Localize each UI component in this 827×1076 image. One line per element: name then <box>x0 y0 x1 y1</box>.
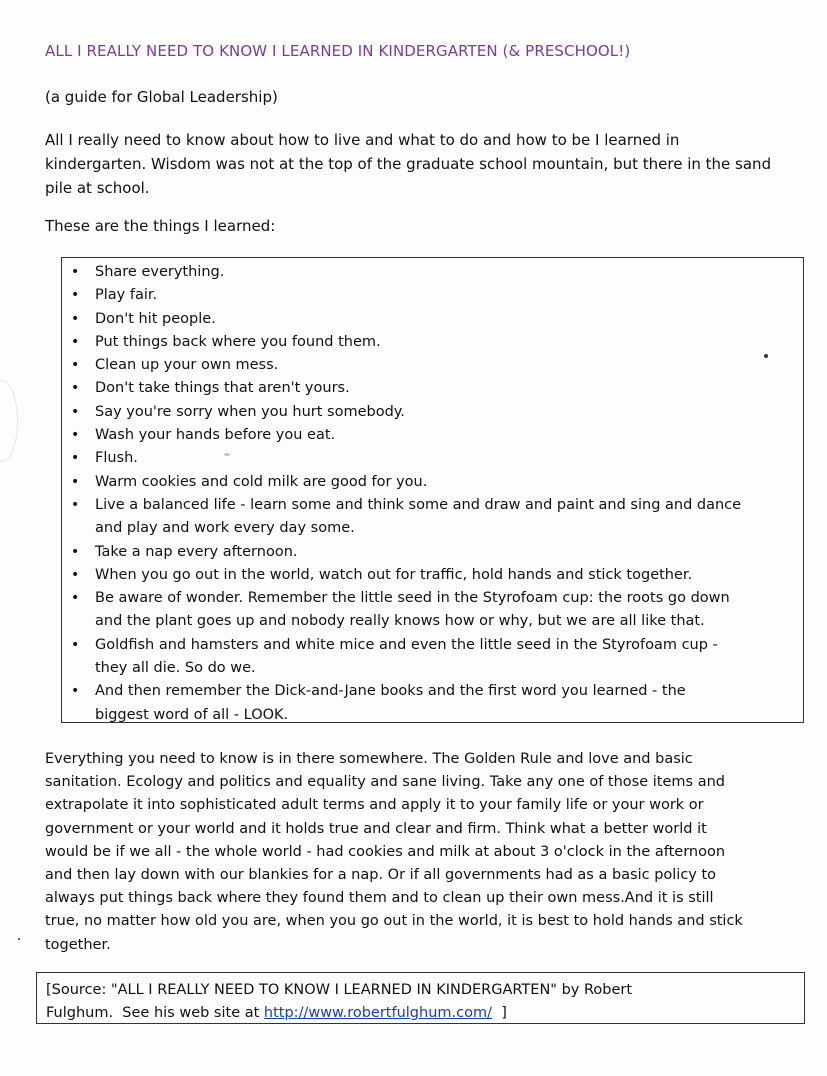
intro-paragraph <box>45 128 790 200</box>
bullet-icon: • <box>71 310 80 327</box>
source-line-2-suffix: ] <box>491 1005 507 1021</box>
lesson-item <box>62 424 791 447</box>
lesson-item-line: they all die. So do we. <box>95 660 256 677</box>
closing-paragraph-line: sanitation. Ecology and politics and equality and sane living. Take any one of those items and <box>45 774 725 791</box>
lesson-item <box>62 331 791 354</box>
lesson-item <box>62 354 791 377</box>
lesson-item <box>62 308 791 331</box>
bullet-icon: • <box>71 590 80 607</box>
lesson-item <box>62 401 791 424</box>
closing-paragraph <box>45 748 795 957</box>
lesson-item <box>62 377 791 400</box>
lesson-item-line: When you go out in the world, watch out for traffic, hold hands and stick together. <box>95 566 693 583</box>
bullet-icon: • <box>71 450 80 467</box>
source-website-link[interactable]: http://www.robertfulghum.com/ <box>263 1005 492 1021</box>
bullet-icon: • <box>71 683 80 700</box>
bullet-icon: • <box>71 496 80 513</box>
source-citation-box <box>36 972 805 1024</box>
bullet-icon: • <box>71 473 80 490</box>
lesson-item-line: Goldfish and hamsters and white mice and even the little seed in the Styrofoam cup - <box>95 636 718 653</box>
bullet-icon: • <box>71 357 80 374</box>
bullet-icon: • <box>71 264 80 280</box>
lesson-item <box>62 494 791 541</box>
lesson-item <box>62 634 791 681</box>
source-line-2-prefix: Fulghum. See his web site at <box>46 1005 264 1021</box>
closing-paragraph-line: would be if we all - the whole world - had cookies and milk at about 3 o'clock in the afternoon <box>45 843 726 860</box>
bullet-icon: • <box>71 380 80 397</box>
bullet-icon: • <box>71 427 80 444</box>
lessons-box <box>61 257 804 723</box>
lesson-item <box>62 541 791 564</box>
lesson-item-line: Live a balanced life - learn some and think some and draw and paint and sing and dance <box>95 496 742 513</box>
scan-stain <box>224 453 230 456</box>
lesson-item-line: Say you're sorry when you hurt somebody. <box>95 403 405 420</box>
lesson-item <box>62 564 791 587</box>
scan-speck <box>764 354 768 358</box>
lesson-item-line: Wash your hands before you eat. <box>95 427 336 444</box>
intro-line: kindergarten. Wisdom was not at the top of the graduate school mountain, but there in the sand <box>45 155 772 173</box>
bullet-icon: • <box>71 333 80 350</box>
lesson-item-line: Play fair. <box>95 287 158 304</box>
closing-paragraph-line: extrapolate it into sophisticated adult terms and apply it to your family life or your work or <box>45 797 704 814</box>
scan-speck <box>18 938 20 940</box>
bullet-icon: • <box>71 543 80 560</box>
lesson-item <box>62 447 791 470</box>
lesson-item-line: and play and work every day some. <box>95 520 355 537</box>
lesson-item <box>62 471 791 494</box>
lesson-item-line: Put things back where you found them. <box>95 333 381 350</box>
closing-paragraph-line: government or your world and it holds true and clear and firm. Think what a better world it <box>45 820 707 837</box>
closing-paragraph-line: and then lay down with our blankies for a nap. Or if all governments had as a basic policy to <box>45 867 717 884</box>
intro-line: pile at school. <box>45 179 150 197</box>
bullet-icon: • <box>71 287 80 304</box>
source-line-1: [Source: "ALL I REALLY NEED TO KNOW I LEARNED IN KINDERGARTEN" by Robert <box>46 982 633 998</box>
source-line-2 <box>46 1002 794 1025</box>
lesson-item-line: Don't take things that aren't yours. <box>95 380 350 397</box>
list-heading: These are the things I learned: <box>45 217 276 235</box>
lesson-item-line: Don't hit people. <box>95 310 216 327</box>
bullet-icon: • <box>71 403 80 420</box>
closing-paragraph-line: together. <box>45 936 111 953</box>
intro-line: All I really need to know about how to live and what to do and how to be I learned in <box>45 131 680 149</box>
lesson-item-line: Flush. <box>95 450 138 467</box>
lesson-item <box>62 587 791 634</box>
lesson-item-line: Be aware of wonder. Remember the little seed in the Styrofoam cup: the roots go down <box>95 590 730 607</box>
closing-paragraph-line: Everything you need to know is in there somewhere. The Golden Rule and love and basic <box>45 751 693 767</box>
lesson-item-line: Clean up your own mess. <box>95 357 279 374</box>
lesson-item <box>62 261 791 284</box>
lesson-item <box>62 284 791 307</box>
closing-paragraph-line: true, no matter how old you are, when you go out in the world, it is best to hold hands and stick <box>45 913 743 930</box>
lesson-item-line: Warm cookies and cold milk are good for you. <box>95 473 428 490</box>
bullet-icon: • <box>71 566 80 583</box>
bullet-icon: • <box>71 636 80 653</box>
lesson-item-line: and the plant goes up and nobody really knows how or why, but we are all like that. <box>95 613 705 630</box>
lesson-item-line: Share everything. <box>95 264 225 280</box>
lessons-list <box>62 258 803 727</box>
scan-page-shadow <box>0 380 18 462</box>
lesson-item-line: biggest word of all - LOOK. <box>95 706 289 723</box>
lesson-item <box>62 680 791 727</box>
document-subtitle: (a guide for Global Leadership) <box>45 88 278 106</box>
lesson-item-line: Take a nap every afternoon. <box>95 543 298 560</box>
lesson-item-line: And then remember the Dick-and-Jane books and the first word you learned - the <box>95 683 686 700</box>
document-title: ALL I REALLY NEED TO KNOW I LEARNED IN KINDERGARTEN (& PRESCHOOL!) <box>45 42 631 60</box>
closing-paragraph-line: always put things back where they found them and to clean up their own mess.And it is still <box>45 890 714 907</box>
